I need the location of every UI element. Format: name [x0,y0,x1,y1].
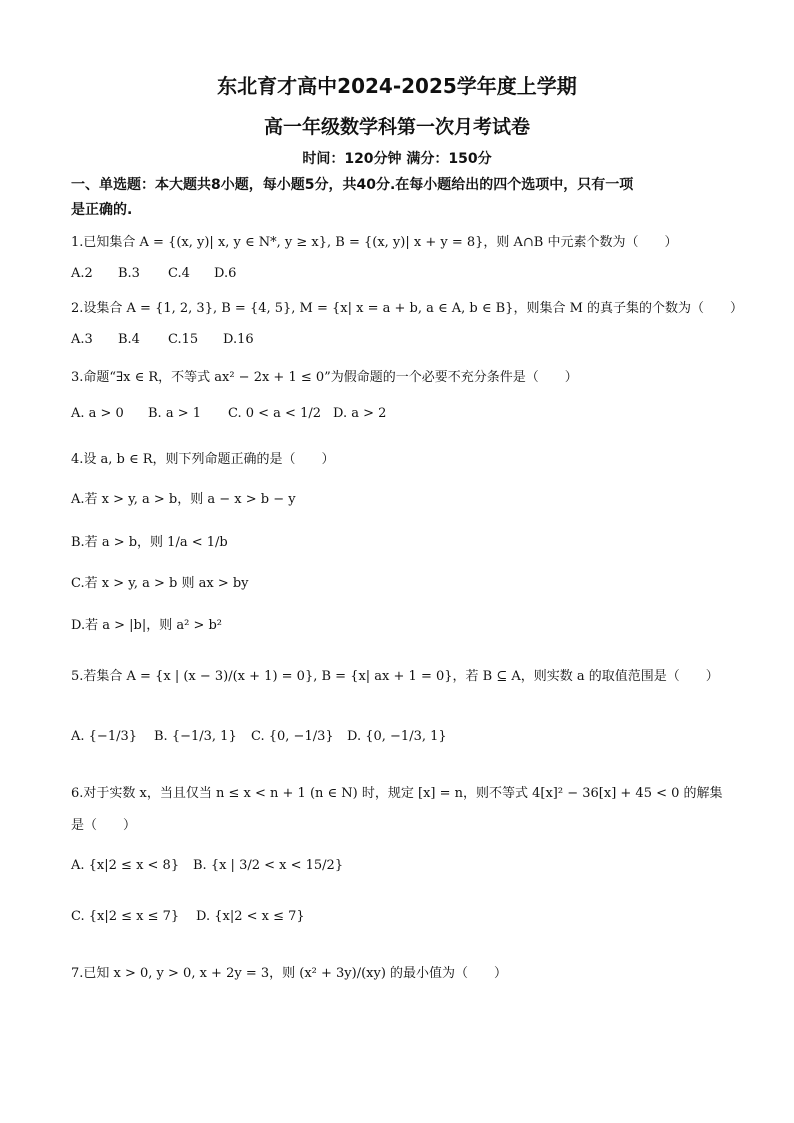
question-1-option-b: B.3 [118,266,140,281]
question-3-stem: 3.命题“∃x ∈ R，不等式 ax² − 2x + 1 ≤ 0”为假命题的一个必要不充分条件是（ ） [71,370,578,385]
exam-info: 时间：120分钟 满分：150分 [302,151,492,167]
question-5-stem: 5.若集合 A = {x | (x − 3)/(x + 1) = 0}, B = {x| ax + 1 = 0}，若 B ⊆ A，则实数 a 的取值范围是（ ） [71,669,719,684]
question-3-option-c: C. 0 < a < 1/2 [228,406,322,421]
exam-subtitle: 高一年级数学科第一次月考试卷 [263,116,530,138]
exam-title: 东北育才高中2024-2025学年度上学期 [217,74,577,98]
question-6-stem-continued: 是（ ） [71,818,137,833]
section-heading-line1: 一、单选题：本大题共8小题，每小题5分，共40分.在每小题给出的四个选项中，只有一项 [71,177,634,193]
question-1-option-c: C.4 [168,266,190,281]
question-4-option-c: C.若 x > y, a > b 则 ax > by [71,576,249,591]
question-2-option-c: C.15 [168,332,199,347]
question-6-stem: 6.对于实数 x，当且仅当 n ≤ x < n + 1 (n ∈ N) 时，规定 [x] = n，则不等式 4[x]² − 36[x] + 45 < 0 的解集 [71,786,723,801]
question-2-stem: 2.设集合 A = {1, 2, 3}, B = {4, 5}, M = {x| x = a + b, a ∈ A, b ∈ B}，则集合 M 的真子集的个数为（ ） [71,301,744,316]
question-3-option-b: B. a > 1 [148,406,201,421]
question-4-option-b: B.若 a > b，则 1/a < 1/b [71,535,228,550]
question-6-option-b: B. {x | 3/2 < x < 15/2} [193,858,344,873]
question-3-option-a: A. a > 0 [71,406,124,421]
question-4-option-a: A.若 x > y, a > b，则 a − x > b − y [71,492,296,507]
question-5-option-b: B. {−1/3, 1} [154,729,237,744]
question-2-option-d: D.16 [223,332,254,347]
question-6-option-c: C. {x|2 ≤ x ≤ 7} [71,909,180,924]
question-4-option-d: D.若 a > |b|，则 a² > b² [71,618,222,633]
question-4-stem: 4.设 a, b ∈ R，则下列命题正确的是（ ） [71,452,335,467]
section-heading-line2: 是正确的. [71,202,133,218]
question-6-option-a: A. {x|2 ≤ x < 8} [71,858,180,873]
question-5-option-a: A. {−1/3} [71,729,138,744]
question-1-option-a: A.2 [71,266,93,281]
question-2-option-a: A.3 [71,332,93,347]
question-5-option-c: C. {0, −1/3} [251,729,334,744]
question-6-option-d: D. {x|2 < x ≤ 7} [196,909,305,924]
question-2-option-b: B.4 [118,332,140,347]
question-5-option-d: D. {0, −1/3, 1} [347,729,447,744]
question-1-option-d: D.6 [214,266,237,281]
question-7-stem: 7.已知 x > 0, y > 0, x + 2y = 3，则 (x² + 3y)/(xy) 的最小值为（ ） [71,966,508,981]
question-3-option-d: D. a > 2 [333,406,387,421]
question-1-stem: 1.已知集合 A = {(x, y)| x, y ∈ N*, y ≥ x}, B = {(x, y)| x + y = 8}，则 A∩B 中元素个数为（ ） [71,235,678,250]
